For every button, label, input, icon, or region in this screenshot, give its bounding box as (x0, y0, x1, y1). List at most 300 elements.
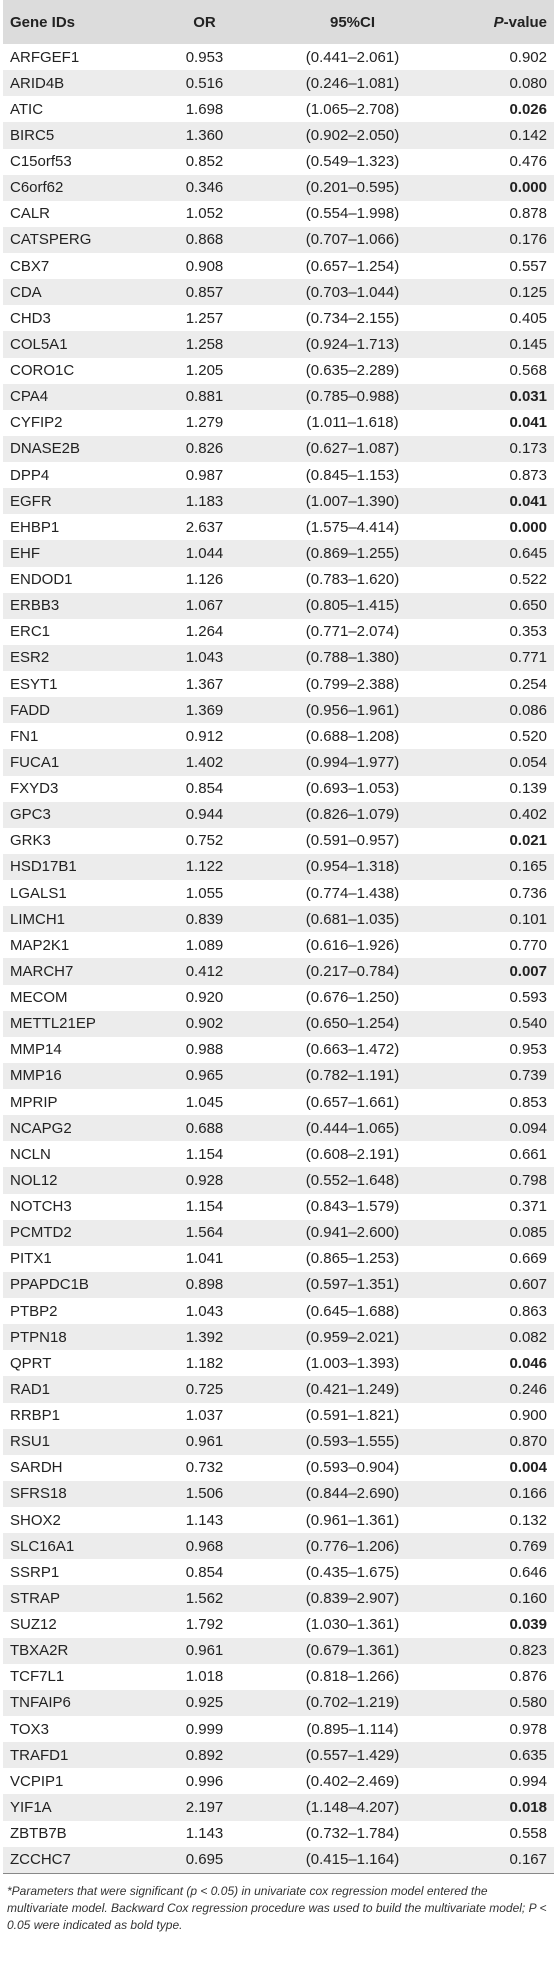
table-row (3, 253, 554, 279)
p-value-cell: 0.031 (509, 388, 547, 406)
ci-cell: (0.681–1.035) (305, 910, 400, 928)
ci-cell: (0.924–1.713) (305, 335, 400, 353)
p-value-cell: 0.160 (509, 1589, 547, 1607)
ci-cell: (0.941–2.600) (305, 1224, 400, 1242)
gene-id-cell: PTPN18 (10, 1328, 67, 1346)
gene-id-cell: NCLN (10, 1145, 51, 1163)
table-row (3, 776, 554, 802)
table-row (3, 1847, 554, 1873)
or-cell: 0.854 (185, 1563, 224, 1581)
p-value-cell: 0.878 (509, 205, 547, 223)
table-row (3, 201, 554, 227)
table-row (3, 462, 554, 488)
header-or: OR (193, 13, 216, 31)
ci-cell: (0.591–0.957) (305, 832, 400, 850)
gene-id-cell: RSU1 (10, 1433, 51, 1451)
gene-id-cell: SUZ12 (10, 1616, 57, 1634)
ci-cell: (0.688–1.208) (305, 727, 400, 745)
ci-cell: (0.435–1.675) (305, 1563, 400, 1581)
table-row (3, 1115, 554, 1141)
or-cell: 0.881 (185, 388, 224, 406)
ci-cell: (0.657–1.661) (305, 1093, 400, 1111)
gene-id-cell: ZBTB7B (10, 1825, 67, 1843)
or-cell: 0.752 (185, 832, 224, 850)
header-p-letter: P (493, 13, 504, 31)
table-row (3, 149, 554, 175)
ci-cell: (1.575–4.414) (305, 518, 400, 536)
or-cell: 0.988 (185, 1041, 224, 1059)
ci-cell: (0.869–1.255) (305, 544, 400, 562)
ci-cell: (0.959–2.021) (305, 1328, 400, 1346)
ci-cell: (0.782–1.191) (305, 1067, 400, 1085)
table-row (3, 723, 554, 749)
or-cell: 0.953 (185, 48, 224, 66)
table-row (3, 514, 554, 540)
p-value-cell: 0.953 (509, 1041, 547, 1059)
p-value-cell: 0.739 (509, 1067, 547, 1085)
gene-id-cell: MAP2K1 (10, 936, 70, 954)
table-row (3, 1037, 554, 1063)
ci-cell: (0.402–2.469) (305, 1772, 400, 1790)
ci-cell: (0.201–0.595) (305, 179, 400, 197)
table-row (3, 1403, 554, 1429)
table-row (3, 1063, 554, 1089)
ci-cell: (1.065–2.708) (305, 100, 400, 118)
gene-id-cell: FUCA1 (10, 753, 60, 771)
table-row (3, 1429, 554, 1455)
table-row (3, 436, 554, 462)
ci-cell: (1.011–1.618) (306, 414, 399, 432)
p-value-cell: 0.080 (509, 74, 547, 92)
p-value-cell: 0.558 (509, 1825, 547, 1843)
or-cell: 1.183 (185, 492, 224, 510)
gene-id-cell: CPA4 (10, 388, 49, 406)
p-value-cell: 0.645 (509, 544, 547, 562)
gene-id-cell: BIRC5 (10, 126, 55, 144)
p-value-cell: 0.142 (509, 126, 547, 144)
gene-id-cell: CALR (10, 205, 51, 223)
ci-cell: (0.826–1.079) (305, 806, 400, 824)
p-value-cell: 0.900 (509, 1407, 547, 1425)
or-cell: 0.857 (185, 283, 224, 301)
ci-cell: (0.679–1.361) (305, 1642, 400, 1660)
gene-id-cell: SHOX2 (10, 1511, 61, 1529)
gene-id-cell: TBXA2R (10, 1642, 69, 1660)
table-row (3, 671, 554, 697)
p-value-cell: 0.132 (509, 1511, 547, 1529)
or-cell: 1.506 (185, 1485, 224, 1503)
p-value-cell: 0.650 (509, 597, 547, 615)
gene-id-cell: ARID4B (10, 74, 65, 92)
gene-id-cell: FADD (10, 701, 51, 719)
table-row (3, 1690, 554, 1716)
table-row (3, 749, 554, 775)
table-row (3, 828, 554, 854)
table-row (3, 1821, 554, 1847)
gene-id-cell: ERBB3 (10, 597, 60, 615)
ci-cell: (0.415–1.164) (305, 1851, 400, 1869)
p-value-cell: 0.568 (509, 362, 547, 380)
gene-id-cell: FXYD3 (10, 780, 59, 798)
table-row (3, 958, 554, 984)
table-row (3, 1794, 554, 1820)
or-cell: 0.725 (185, 1380, 224, 1398)
p-value-cell: 0.798 (509, 1171, 547, 1189)
gene-id-cell: HSD17B1 (10, 858, 77, 876)
gene-id-cell: COL5A1 (10, 335, 68, 353)
p-value-cell: 0.167 (509, 1851, 547, 1869)
or-cell: 1.126 (185, 571, 224, 589)
p-value-cell: 0.853 (509, 1093, 547, 1111)
gene-id-cell: YIF1A (10, 1798, 52, 1816)
gene-id-cell: ZCCHC7 (10, 1851, 71, 1869)
gene-id-cell: EHBP1 (10, 518, 60, 536)
ci-cell: (0.702–1.219) (305, 1694, 400, 1712)
header-gene-ids: Gene IDs (10, 13, 76, 31)
p-value-cell: 0.176 (509, 231, 547, 249)
gene-id-cell: VCPIP1 (10, 1772, 64, 1790)
table-row (3, 1246, 554, 1272)
ci-cell: (0.732–1.784) (305, 1825, 400, 1843)
ci-cell: (0.663–1.472) (305, 1041, 400, 1059)
footnote: *Parameters that were significant (p < 0.05) in univariate cox regression model entered the multivariate model. Backward Cox regression procedure was used to build the multivariate model; P < 0.05 were indicated as bold type. (7, 1883, 547, 1932)
table-row (3, 1011, 554, 1037)
gene-id-cell: ERC1 (10, 623, 51, 641)
ci-cell: (0.895–1.114) (306, 1720, 399, 1738)
table-row (3, 1768, 554, 1794)
or-cell: 1.045 (185, 1093, 224, 1111)
ci-cell: (0.994–1.977) (305, 753, 400, 771)
table-body (3, 44, 554, 1873)
ci-cell: (0.865–1.253) (305, 1250, 400, 1268)
or-cell: 1.089 (185, 936, 224, 954)
p-value-cell: 0.246 (509, 1380, 547, 1398)
p-value-cell: 0.018 (509, 1798, 547, 1816)
ci-cell: (0.956–1.961) (305, 701, 400, 719)
gene-id-cell: DNASE2B (10, 440, 81, 458)
ci-cell: (0.902–2.050) (305, 126, 400, 144)
ci-cell: (0.843–1.579) (305, 1198, 400, 1216)
table-row (3, 70, 554, 96)
gene-id-cell: PITX1 (10, 1250, 52, 1268)
or-cell: 1.402 (185, 753, 224, 771)
table-row (3, 1272, 554, 1298)
table-row (3, 1350, 554, 1376)
or-cell: 1.182 (185, 1354, 224, 1372)
gene-id-cell: CDA (10, 283, 42, 301)
or-cell: 1.041 (185, 1250, 224, 1268)
gene-id-cell: NOTCH3 (10, 1198, 72, 1216)
or-cell: 1.043 (185, 649, 224, 667)
table-row (3, 1638, 554, 1664)
p-value-cell: 0.870 (509, 1433, 547, 1451)
or-cell: 1.279 (185, 414, 224, 432)
ci-cell: (1.007–1.390) (305, 492, 400, 510)
p-value-cell: 0.736 (509, 884, 547, 902)
gene-id-cell: MARCH7 (10, 962, 74, 980)
gene-id-cell: C15orf53 (10, 153, 72, 171)
p-value-cell: 0.353 (509, 623, 547, 641)
table-row (3, 1664, 554, 1690)
or-cell: 1.043 (185, 1302, 224, 1320)
p-value-cell: 0.085 (509, 1224, 547, 1242)
table-row (3, 697, 554, 723)
or-cell: 1.122 (185, 858, 224, 876)
gene-id-cell: STRAP (10, 1589, 61, 1607)
ci-cell: (0.657–1.254) (305, 257, 400, 275)
or-cell: 0.839 (185, 910, 224, 928)
p-value-cell: 0.000 (509, 179, 547, 197)
gene-id-cell: TCF7L1 (10, 1668, 65, 1686)
gene-id-cell: NOL12 (10, 1171, 58, 1189)
gene-id-cell: ARFGEF1 (10, 48, 80, 66)
table-row (3, 593, 554, 619)
or-cell: 2.197 (185, 1798, 224, 1816)
or-cell: 0.695 (185, 1851, 224, 1869)
table-row (3, 1324, 554, 1350)
or-cell: 0.346 (185, 179, 224, 197)
table-row (3, 1716, 554, 1742)
or-cell: 1.205 (185, 362, 224, 380)
ci-cell: (0.557–1.429) (305, 1746, 400, 1764)
or-cell: 0.908 (185, 257, 224, 275)
or-cell: 0.928 (185, 1171, 224, 1189)
gene-id-cell: TOX3 (10, 1720, 49, 1738)
p-value-cell: 0.086 (509, 701, 547, 719)
table-row (3, 44, 554, 70)
ci-cell: (1.148–4.207) (305, 1798, 400, 1816)
gene-id-cell: NCAPG2 (10, 1119, 72, 1137)
or-cell: 0.996 (185, 1772, 224, 1790)
p-value-cell: 0.041 (509, 492, 547, 510)
p-value-cell: 0.863 (509, 1302, 547, 1320)
or-cell: 0.898 (185, 1276, 224, 1294)
p-value-cell: 0.994 (509, 1772, 547, 1790)
table-row (3, 802, 554, 828)
ci-cell: (0.954–1.318) (305, 858, 400, 876)
or-cell: 0.944 (185, 806, 224, 824)
ci-cell: (0.627–1.087) (305, 440, 400, 458)
p-value-cell: 0.145 (509, 335, 547, 353)
table-row (3, 96, 554, 122)
bottom-rule (3, 1873, 554, 1874)
p-value-cell: 0.635 (509, 1746, 547, 1764)
p-value-cell: 0.139 (509, 780, 547, 798)
gene-id-cell: PCMTD2 (10, 1224, 72, 1242)
p-value-cell: 0.593 (509, 989, 547, 1007)
or-cell: 1.792 (185, 1616, 224, 1634)
ci-cell: (0.839–2.907) (305, 1589, 400, 1607)
p-value-cell: 0.771 (509, 649, 547, 667)
p-value-cell: 0.166 (509, 1485, 547, 1503)
gene-id-cell: GPC3 (10, 806, 51, 824)
header-ci: 95%CI (329, 13, 376, 31)
ci-cell: (0.217–0.784) (305, 962, 400, 980)
gene-id-cell: METTL21EP (10, 1015, 96, 1033)
or-cell: 1.143 (185, 1511, 224, 1529)
table-row (3, 175, 554, 201)
ci-cell: (0.616–1.926) (305, 936, 400, 954)
p-value-cell: 0.000 (509, 518, 547, 536)
gene-id-cell: LIMCH1 (10, 910, 66, 928)
or-cell: 1.564 (185, 1224, 224, 1242)
ci-cell: (0.246–1.081) (305, 74, 400, 92)
gene-id-cell: ESR2 (10, 649, 50, 667)
or-cell: 0.912 (185, 727, 224, 745)
ci-cell: (0.552–1.648) (305, 1171, 400, 1189)
ci-cell: (0.785–0.988) (305, 388, 400, 406)
ci-cell: (0.961–1.361) (305, 1511, 400, 1529)
table-row (3, 1194, 554, 1220)
p-value-cell: 0.026 (509, 100, 547, 118)
or-cell: 1.367 (185, 675, 224, 693)
table-row (3, 488, 554, 514)
gene-id-cell: CATSPERG (10, 231, 92, 249)
p-value-cell: 0.165 (509, 858, 547, 876)
gene-id-cell: MMP14 (10, 1041, 62, 1059)
p-value-cell: 0.522 (509, 571, 547, 589)
cox-regression-table (3, 0, 554, 1873)
or-cell: 0.412 (185, 962, 224, 980)
gene-id-cell: GRK3 (10, 832, 51, 850)
p-value-cell: 0.607 (509, 1276, 547, 1294)
table-row (3, 1559, 554, 1585)
table-row (3, 227, 554, 253)
table-row (3, 1455, 554, 1481)
ci-cell: (1.030–1.361) (305, 1616, 400, 1634)
p-value-cell: 0.101 (509, 910, 547, 928)
gene-id-cell: PTBP2 (10, 1302, 58, 1320)
or-cell: 0.826 (185, 440, 224, 458)
ci-cell: (0.818–1.266) (305, 1668, 400, 1686)
gene-id-cell: SARDH (10, 1459, 63, 1477)
p-value-cell: 0.039 (509, 1616, 547, 1634)
table-row (3, 331, 554, 357)
ci-cell: (0.734–2.155) (305, 309, 400, 327)
ci-cell: (0.707–1.066) (305, 231, 400, 249)
or-cell: 1.154 (185, 1198, 224, 1216)
table-row (3, 540, 554, 566)
gene-id-cell: CORO1C (10, 362, 75, 380)
ci-cell: (0.593–1.555) (305, 1433, 400, 1451)
or-cell: 0.920 (185, 989, 224, 1007)
p-value-cell: 0.082 (509, 1328, 547, 1346)
table-row (3, 1376, 554, 1402)
p-value-cell: 0.873 (509, 466, 547, 484)
ci-cell: (0.844–2.690) (305, 1485, 400, 1503)
or-cell: 0.892 (185, 1746, 224, 1764)
or-cell: 0.902 (185, 1015, 224, 1033)
gene-id-cell: FN1 (10, 727, 39, 745)
table-row (3, 1167, 554, 1193)
table-row (3, 1507, 554, 1533)
ci-cell: (0.783–1.620) (305, 571, 400, 589)
table-row (3, 1089, 554, 1115)
p-value-cell: 0.770 (509, 936, 547, 954)
ci-cell: (0.593–0.904) (305, 1459, 400, 1477)
p-value-cell: 0.004 (509, 1459, 547, 1477)
gene-id-cell: CBX7 (10, 257, 50, 275)
table-row (3, 1220, 554, 1246)
ci-cell: (0.549–1.323) (305, 153, 400, 171)
gene-id-cell: MMP16 (10, 1067, 62, 1085)
or-cell: 0.968 (185, 1537, 224, 1555)
p-value-cell: 0.476 (509, 153, 547, 171)
table-row (3, 985, 554, 1011)
or-cell: 1.055 (185, 884, 224, 902)
or-cell: 0.732 (185, 1459, 224, 1477)
gene-id-cell: LGALS1 (10, 884, 67, 902)
or-cell: 1.562 (185, 1589, 224, 1607)
table-row (3, 122, 554, 148)
ci-cell: (0.676–1.250) (305, 989, 400, 1007)
table-row (3, 880, 554, 906)
table-row (3, 384, 554, 410)
table-row (3, 906, 554, 932)
table-row (3, 567, 554, 593)
table-row (3, 1585, 554, 1611)
ci-cell: (0.845–1.153) (305, 466, 400, 484)
p-value-cell: 0.669 (509, 1250, 547, 1268)
p-value-cell: 0.021 (509, 832, 547, 850)
or-cell: 0.961 (185, 1642, 224, 1660)
p-value-cell: 0.405 (509, 309, 547, 327)
or-cell: 1.037 (185, 1407, 224, 1425)
p-value-cell: 0.646 (509, 1563, 547, 1581)
gene-id-cell: EGFR (10, 492, 52, 510)
or-cell: 1.257 (185, 309, 224, 327)
ci-cell: (0.774–1.438) (305, 884, 400, 902)
p-value-cell: 0.876 (509, 1668, 547, 1686)
ci-cell: (0.645–1.688) (305, 1302, 400, 1320)
ci-cell: (0.788–1.380) (305, 649, 400, 667)
or-cell: 0.516 (185, 74, 224, 92)
or-cell: 0.925 (185, 1694, 224, 1712)
ci-cell: (0.650–1.254) (305, 1015, 400, 1033)
table-row (3, 410, 554, 436)
p-value-cell: 0.769 (509, 1537, 547, 1555)
gene-id-cell: TRAFD1 (10, 1746, 69, 1764)
table-row (3, 1298, 554, 1324)
p-value-cell: 0.041 (509, 414, 547, 432)
header-row (3, 0, 554, 44)
p-value-cell: 0.520 (509, 727, 547, 745)
gene-id-cell: ATIC (10, 100, 44, 118)
or-cell: 1.067 (185, 597, 224, 615)
p-value-cell: 0.054 (509, 753, 547, 771)
or-cell: 1.154 (185, 1145, 224, 1163)
or-cell: 0.999 (185, 1720, 224, 1738)
gene-id-cell: PPAPDC1B (10, 1276, 89, 1294)
p-value-cell: 0.371 (509, 1198, 547, 1216)
gene-id-cell: MECOM (10, 989, 68, 1007)
table-row (3, 1612, 554, 1638)
table-row (3, 358, 554, 384)
table-row (3, 1533, 554, 1559)
p-value-cell: 0.902 (509, 48, 547, 66)
ci-cell: (0.799–2.388) (305, 675, 400, 693)
gene-id-cell: ENDOD1 (10, 571, 73, 589)
p-value-cell: 0.254 (509, 675, 547, 693)
gene-id-cell: EHF (10, 544, 40, 562)
gene-id-cell: C6orf62 (10, 179, 64, 197)
ci-cell: (0.805–1.415) (305, 597, 400, 615)
or-cell: 0.987 (185, 466, 224, 484)
gene-id-cell: RAD1 (10, 1380, 51, 1398)
ci-cell: (0.444–1.065) (305, 1119, 400, 1137)
or-cell: 1.369 (185, 701, 224, 719)
or-cell: 1.264 (185, 623, 224, 641)
